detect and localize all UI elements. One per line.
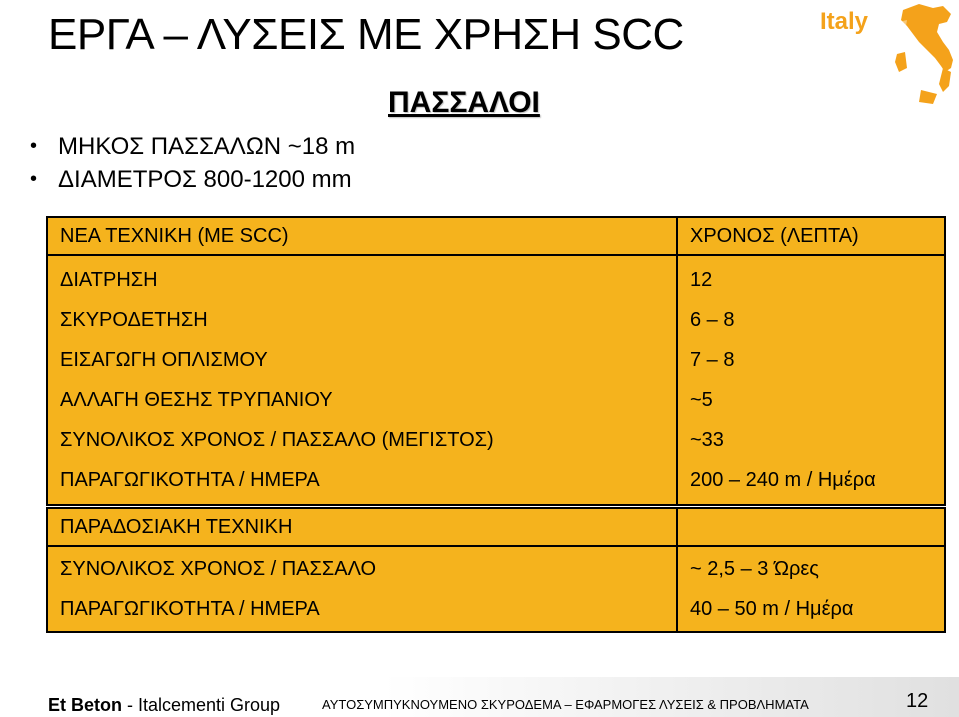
bullet-dot-icon: • xyxy=(30,168,38,190)
value-cell xyxy=(677,255,945,505)
page-number: 12 xyxy=(906,690,929,712)
row-value: ~ 2,5 – 3 Ώρες xyxy=(690,558,819,580)
row-label: ΑΛΛΑΓΗ ΘΕΣΗΣ ΤΡΥΠΑΝΙΟΥ xyxy=(60,389,333,411)
row-value: 40 – 50 m / Ημέρα xyxy=(690,598,854,620)
row-label: ΣΚΥΡΟΔΕΤΗΣΗ xyxy=(60,309,208,331)
row-value: 12 xyxy=(690,269,713,291)
row-label: ΣΥΝΟΛΙΚΟΣ ΧΡΟΝΟΣ / ΠΑΣΣΑΛΟ xyxy=(60,558,377,580)
bullet-list xyxy=(30,130,355,196)
footer-caption: ΑΥΤΟΣΥΜΠΥΚΝΟΥΜΕΝΟ ΣΚΥΡΟΔΕΜΑ – ΕΦΑΡΜΟΓΕΣ ΛΥΣΕΙΣ & ΠΡΟΒΛΗΜΑΤΑ xyxy=(322,697,809,712)
bullet-item: • ΜΗΚΟΣ ΠΑΣΣΑΛΩΝ ~18 m xyxy=(30,130,355,163)
header-cell xyxy=(677,508,945,546)
traditional-technique-table xyxy=(46,507,946,633)
bullet-dot-icon: • xyxy=(30,135,38,157)
header-cell: ΧΡΟΝΟΣ (ΛΕΠΤΑ) xyxy=(677,217,945,255)
slide-title: ΕΡΓΑ – ΛΥΣΕΙΣ ΜΕ ΧΡΗΣΗ SCC xyxy=(48,10,684,59)
row-label: ΣΥΝΟΛΙΚΟΣ ΧΡΟΝΟΣ / ΠΑΣΣΑΛΟ (ΜΕΓΙΣΤΟΣ) xyxy=(60,429,494,451)
row-label: ΔΙΑΤΡΗΣΗ xyxy=(60,269,158,291)
header-cell: ΠΑΡΑΔΟΣΙΑΚΗ ΤΕΧΝΙΚΗ xyxy=(47,508,677,546)
row-value: 200 – 240 m / Ημέρα xyxy=(690,469,876,491)
row-value: ~33 xyxy=(690,429,724,451)
table-header-row xyxy=(47,508,945,546)
section-subtitle: ΠΑΣΣΑΛΟΙ xyxy=(388,86,540,119)
label-cell xyxy=(47,255,677,505)
country-label: Italy xyxy=(820,8,869,35)
footer-company: Et Beton - Italcementi Group xyxy=(48,695,281,715)
row-value: ~5 xyxy=(690,389,713,411)
value-cell xyxy=(677,546,945,632)
row-value: 6 – 8 xyxy=(690,309,735,331)
table-header-row xyxy=(47,217,945,255)
row-label: ΠΑΡΑΓΩΓΙΚΟΤΗΤΑ / ΗΜΕΡΑ xyxy=(60,469,320,491)
table-body-row xyxy=(47,255,945,505)
bullet-item: • ΔΙΑΜΕΤΡΟΣ 800-1200 mm xyxy=(30,163,355,196)
row-label: ΕΙΣΑΓΩΓΗ ΟΠΛΙΣΜΟΥ xyxy=(60,349,268,371)
italy-map-icon xyxy=(893,2,955,110)
label-cell xyxy=(47,546,677,632)
table-body-row xyxy=(47,546,945,632)
row-value: 7 – 8 xyxy=(690,349,735,371)
row-label: ΠΑΡΑΓΩΓΙΚΟΤΗΤΑ / ΗΜΕΡΑ xyxy=(60,598,320,620)
new-technique-table xyxy=(46,216,946,506)
header-cell: ΝΕΑ ΤΕΧΝΙΚΗ (ΜΕ SCC) xyxy=(47,217,677,255)
